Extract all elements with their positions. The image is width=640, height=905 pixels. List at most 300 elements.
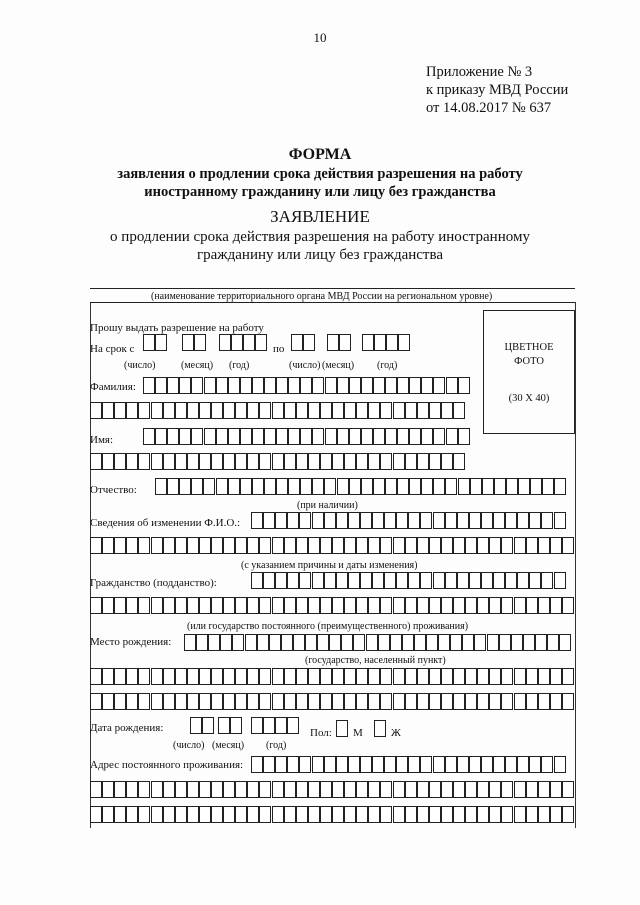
input-cell[interactable] — [417, 781, 429, 798]
input-cell[interactable] — [102, 693, 114, 710]
input-cell[interactable] — [393, 693, 405, 710]
input-cell[interactable] — [216, 428, 228, 445]
input-cell[interactable] — [433, 572, 445, 589]
input-cell[interactable] — [151, 537, 163, 554]
input-cell[interactable] — [332, 693, 344, 710]
input-cell[interactable] — [489, 597, 501, 614]
input-cell[interactable] — [308, 537, 320, 554]
input-cell[interactable] — [179, 478, 191, 495]
input-cell[interactable] — [308, 668, 320, 685]
input-cell[interactable] — [529, 756, 541, 773]
input-cell[interactable] — [384, 572, 396, 589]
input-cell[interactable] — [477, 781, 489, 798]
input-cell[interactable] — [303, 334, 315, 351]
input-cell[interactable] — [151, 693, 163, 710]
input-cell[interactable] — [393, 537, 405, 554]
input-cell[interactable] — [356, 806, 368, 823]
input-cell[interactable] — [308, 402, 320, 419]
input-cell[interactable] — [126, 668, 138, 685]
input-cell[interactable] — [151, 781, 163, 798]
input-cell[interactable] — [320, 668, 332, 685]
input-cell[interactable] — [396, 756, 408, 773]
input-cell[interactable] — [550, 781, 562, 798]
input-cell[interactable] — [259, 693, 271, 710]
input-cell[interactable] — [393, 806, 405, 823]
input-cell[interactable] — [420, 572, 432, 589]
input-cell[interactable] — [501, 597, 513, 614]
input-cell[interactable] — [90, 453, 102, 470]
input-cell[interactable] — [194, 334, 206, 351]
input-cell[interactable] — [223, 781, 235, 798]
input-cell[interactable] — [453, 537, 465, 554]
input-cell[interactable] — [348, 572, 360, 589]
input-cell[interactable] — [438, 634, 450, 651]
input-cell[interactable] — [287, 717, 299, 734]
input-cell[interactable] — [284, 597, 296, 614]
input-cell[interactable] — [414, 634, 426, 651]
input-cell[interactable] — [482, 478, 494, 495]
input-cell[interactable] — [216, 478, 228, 495]
input-cell[interactable] — [344, 402, 356, 419]
input-cell[interactable] — [446, 377, 458, 394]
input-cell[interactable] — [235, 781, 247, 798]
input-cell[interactable] — [506, 478, 518, 495]
input-cell[interactable] — [429, 537, 441, 554]
input-cell[interactable] — [481, 756, 493, 773]
input-cell[interactable] — [344, 781, 356, 798]
input-cell[interactable] — [235, 597, 247, 614]
input-cell[interactable] — [208, 634, 220, 651]
input-cell[interactable] — [554, 572, 566, 589]
input-cell[interactable] — [203, 478, 215, 495]
input-cell[interactable] — [481, 572, 493, 589]
input-cell[interactable] — [138, 806, 150, 823]
input-cell[interactable] — [284, 537, 296, 554]
input-cell[interactable] — [299, 756, 311, 773]
input-cell[interactable] — [433, 512, 445, 529]
input-cell[interactable] — [458, 377, 470, 394]
input-cell[interactable] — [204, 377, 216, 394]
input-cell[interactable] — [251, 572, 263, 589]
input-cell[interactable] — [305, 634, 317, 651]
input-cell[interactable] — [360, 572, 372, 589]
input-cell[interactable] — [380, 453, 392, 470]
input-cell[interactable] — [409, 377, 421, 394]
input-cell[interactable] — [465, 693, 477, 710]
input-cell[interactable] — [102, 537, 114, 554]
input-cell[interactable] — [368, 453, 380, 470]
input-cell[interactable] — [211, 693, 223, 710]
input-cell[interactable] — [348, 512, 360, 529]
input-cell[interactable] — [308, 453, 320, 470]
input-cell[interactable] — [511, 634, 523, 651]
input-cell[interactable] — [441, 453, 453, 470]
input-cell[interactable] — [320, 537, 332, 554]
input-cell[interactable] — [308, 597, 320, 614]
input-cell[interactable] — [538, 597, 550, 614]
input-cell[interactable] — [287, 756, 299, 773]
input-cell[interactable] — [429, 402, 441, 419]
input-cell[interactable] — [361, 377, 373, 394]
input-cell[interactable] — [102, 806, 114, 823]
input-cell[interactable] — [199, 453, 211, 470]
input-cell[interactable] — [421, 478, 433, 495]
input-cell[interactable] — [348, 756, 360, 773]
input-cell[interactable] — [272, 806, 284, 823]
input-cell[interactable] — [441, 402, 453, 419]
input-cell[interactable] — [320, 806, 332, 823]
input-cell[interactable] — [327, 334, 339, 351]
input-cell[interactable] — [223, 693, 235, 710]
input-cell[interactable] — [505, 756, 517, 773]
input-cell[interactable] — [501, 537, 513, 554]
input-cell[interactable] — [396, 512, 408, 529]
input-cell[interactable] — [390, 634, 402, 651]
input-cell[interactable] — [526, 597, 538, 614]
input-cell[interactable] — [489, 693, 501, 710]
input-cell[interactable] — [114, 781, 126, 798]
input-cell[interactable] — [288, 377, 300, 394]
input-cell[interactable] — [393, 597, 405, 614]
input-cell[interactable] — [550, 693, 562, 710]
input-cell[interactable] — [356, 693, 368, 710]
input-cell[interactable] — [114, 668, 126, 685]
input-cell[interactable] — [259, 402, 271, 419]
input-cell[interactable] — [312, 756, 324, 773]
input-cell[interactable] — [247, 537, 259, 554]
input-cell[interactable] — [291, 334, 303, 351]
input-cell[interactable] — [453, 693, 465, 710]
input-cell[interactable] — [514, 806, 526, 823]
input-cell[interactable] — [211, 453, 223, 470]
input-cell[interactable] — [247, 806, 259, 823]
input-cell[interactable] — [126, 453, 138, 470]
input-cell[interactable] — [288, 478, 300, 495]
input-cell[interactable] — [296, 806, 308, 823]
input-cell[interactable] — [405, 597, 417, 614]
input-cell[interactable] — [535, 634, 547, 651]
input-cell[interactable] — [429, 781, 441, 798]
input-cell[interactable] — [477, 806, 489, 823]
input-cell[interactable] — [175, 597, 187, 614]
input-cell[interactable] — [243, 334, 255, 351]
input-cell[interactable] — [219, 334, 231, 351]
input-cell[interactable] — [175, 781, 187, 798]
input-cell[interactable] — [526, 781, 538, 798]
input-cell[interactable] — [187, 693, 199, 710]
input-cell[interactable] — [458, 478, 470, 495]
input-cell[interactable] — [393, 402, 405, 419]
input-cell[interactable] — [211, 781, 223, 798]
input-cell[interactable] — [426, 634, 438, 651]
input-cell[interactable] — [211, 668, 223, 685]
input-cell[interactable] — [344, 693, 356, 710]
input-cell[interactable] — [252, 377, 264, 394]
input-cell[interactable] — [380, 806, 392, 823]
input-cell[interactable] — [187, 537, 199, 554]
input-cell[interactable] — [199, 597, 211, 614]
input-cell[interactable] — [493, 572, 505, 589]
input-cell[interactable] — [380, 597, 392, 614]
input-cell[interactable] — [223, 537, 235, 554]
input-cell[interactable] — [263, 572, 275, 589]
input-cell[interactable] — [247, 402, 259, 419]
input-cell[interactable] — [252, 428, 264, 445]
input-cell[interactable] — [247, 453, 259, 470]
input-cell[interactable] — [296, 597, 308, 614]
input-cell[interactable] — [272, 781, 284, 798]
input-cell[interactable] — [385, 428, 397, 445]
input-cell[interactable] — [417, 693, 429, 710]
input-cell[interactable] — [441, 668, 453, 685]
input-cell[interactable] — [469, 572, 481, 589]
input-cell[interactable] — [312, 428, 324, 445]
input-cell[interactable] — [235, 402, 247, 419]
input-cell[interactable] — [264, 428, 276, 445]
input-cell[interactable] — [182, 334, 194, 351]
input-cell[interactable] — [453, 597, 465, 614]
input-cell[interactable] — [296, 668, 308, 685]
input-cell[interactable] — [362, 334, 374, 351]
input-cell[interactable] — [191, 478, 203, 495]
input-cell[interactable] — [126, 402, 138, 419]
input-cell[interactable] — [336, 720, 348, 737]
input-cell[interactable] — [514, 537, 526, 554]
input-cell[interactable] — [477, 693, 489, 710]
input-cell[interactable] — [332, 537, 344, 554]
input-cell[interactable] — [380, 693, 392, 710]
input-cell[interactable] — [429, 597, 441, 614]
input-cell[interactable] — [469, 756, 481, 773]
input-cell[interactable] — [230, 717, 242, 734]
input-cell[interactable] — [344, 537, 356, 554]
input-cell[interactable] — [114, 402, 126, 419]
input-cell[interactable] — [320, 453, 332, 470]
input-cell[interactable] — [465, 668, 477, 685]
input-cell[interactable] — [337, 478, 349, 495]
input-cell[interactable] — [114, 453, 126, 470]
input-cell[interactable] — [445, 478, 457, 495]
input-cell[interactable] — [538, 537, 550, 554]
input-cell[interactable] — [163, 597, 175, 614]
input-cell[interactable] — [477, 537, 489, 554]
input-cell[interactable] — [409, 478, 421, 495]
input-cell[interactable] — [151, 668, 163, 685]
input-cell[interactable] — [126, 597, 138, 614]
input-cell[interactable] — [550, 537, 562, 554]
input-cell[interactable] — [332, 806, 344, 823]
input-cell[interactable] — [325, 377, 337, 394]
input-cell[interactable] — [151, 402, 163, 419]
input-cell[interactable] — [360, 512, 372, 529]
input-cell[interactable] — [324, 512, 336, 529]
input-cell[interactable] — [360, 756, 372, 773]
input-cell[interactable] — [499, 634, 511, 651]
input-cell[interactable] — [167, 428, 179, 445]
input-cell[interactable] — [453, 806, 465, 823]
input-cell[interactable] — [281, 634, 293, 651]
input-cell[interactable] — [264, 478, 276, 495]
input-cell[interactable] — [240, 428, 252, 445]
input-cell[interactable] — [199, 668, 211, 685]
input-cell[interactable] — [356, 781, 368, 798]
input-cell[interactable] — [349, 428, 361, 445]
input-cell[interactable] — [562, 597, 574, 614]
input-cell[interactable] — [562, 781, 574, 798]
input-cell[interactable] — [114, 693, 126, 710]
input-cell[interactable] — [441, 781, 453, 798]
input-cell[interactable] — [529, 512, 541, 529]
input-cell[interactable] — [187, 402, 199, 419]
input-cell[interactable] — [329, 634, 341, 651]
input-cell[interactable] — [259, 537, 271, 554]
input-cell[interactable] — [433, 478, 445, 495]
input-cell[interactable] — [163, 537, 175, 554]
input-cell[interactable] — [353, 634, 365, 651]
input-cell[interactable] — [300, 428, 312, 445]
input-cell[interactable] — [417, 668, 429, 685]
input-cell[interactable] — [247, 781, 259, 798]
input-cell[interactable] — [247, 597, 259, 614]
input-cell[interactable] — [487, 634, 499, 651]
input-cell[interactable] — [489, 537, 501, 554]
input-cell[interactable] — [517, 756, 529, 773]
input-cell[interactable] — [547, 634, 559, 651]
input-cell[interactable] — [167, 377, 179, 394]
input-cell[interactable] — [235, 806, 247, 823]
input-cell[interactable] — [372, 756, 384, 773]
input-cell[interactable] — [368, 693, 380, 710]
input-cell[interactable] — [247, 693, 259, 710]
input-cell[interactable] — [445, 512, 457, 529]
input-cell[interactable] — [211, 597, 223, 614]
input-cell[interactable] — [417, 597, 429, 614]
input-cell[interactable] — [493, 512, 505, 529]
input-cell[interactable] — [138, 668, 150, 685]
input-cell[interactable] — [405, 668, 417, 685]
input-cell[interactable] — [255, 334, 267, 351]
input-cell[interactable] — [517, 572, 529, 589]
input-cell[interactable] — [408, 756, 420, 773]
input-cell[interactable] — [374, 720, 386, 737]
input-cell[interactable] — [216, 377, 228, 394]
input-cell[interactable] — [538, 668, 550, 685]
input-cell[interactable] — [288, 428, 300, 445]
input-cell[interactable] — [252, 478, 264, 495]
input-cell[interactable] — [514, 693, 526, 710]
input-cell[interactable] — [211, 806, 223, 823]
input-cell[interactable] — [453, 668, 465, 685]
input-cell[interactable] — [523, 634, 535, 651]
input-cell[interactable] — [163, 668, 175, 685]
input-cell[interactable] — [421, 428, 433, 445]
input-cell[interactable] — [465, 806, 477, 823]
input-cell[interactable] — [433, 377, 445, 394]
input-cell[interactable] — [332, 453, 344, 470]
input-cell[interactable] — [493, 756, 505, 773]
input-cell[interactable] — [251, 756, 263, 773]
input-cell[interactable] — [272, 453, 284, 470]
input-cell[interactable] — [368, 806, 380, 823]
input-cell[interactable] — [175, 806, 187, 823]
input-cell[interactable] — [489, 668, 501, 685]
input-cell[interactable] — [114, 597, 126, 614]
input-cell[interactable] — [393, 668, 405, 685]
input-cell[interactable] — [187, 806, 199, 823]
input-cell[interactable] — [320, 693, 332, 710]
input-cell[interactable] — [384, 756, 396, 773]
input-cell[interactable] — [344, 453, 356, 470]
input-cell[interactable] — [138, 537, 150, 554]
input-cell[interactable] — [373, 377, 385, 394]
input-cell[interactable] — [562, 537, 574, 554]
input-cell[interactable] — [336, 512, 348, 529]
input-cell[interactable] — [269, 634, 281, 651]
input-cell[interactable] — [368, 402, 380, 419]
input-cell[interactable] — [332, 668, 344, 685]
input-cell[interactable] — [408, 512, 420, 529]
input-cell[interactable] — [312, 377, 324, 394]
input-cell[interactable] — [501, 781, 513, 798]
input-cell[interactable] — [397, 377, 409, 394]
input-cell[interactable] — [538, 693, 550, 710]
input-cell[interactable] — [470, 478, 482, 495]
input-cell[interactable] — [296, 693, 308, 710]
input-cell[interactable] — [276, 428, 288, 445]
input-cell[interactable] — [275, 717, 287, 734]
input-cell[interactable] — [457, 572, 469, 589]
input-cell[interactable] — [155, 377, 167, 394]
input-cell[interactable] — [240, 377, 252, 394]
input-cell[interactable] — [240, 478, 252, 495]
input-cell[interactable] — [361, 428, 373, 445]
input-cell[interactable] — [332, 597, 344, 614]
input-cell[interactable] — [114, 806, 126, 823]
input-cell[interactable] — [332, 781, 344, 798]
input-cell[interactable] — [417, 402, 429, 419]
input-cell[interactable] — [380, 668, 392, 685]
input-cell[interactable] — [530, 478, 542, 495]
input-cell[interactable] — [550, 668, 562, 685]
input-cell[interactable] — [405, 781, 417, 798]
input-cell[interactable] — [514, 781, 526, 798]
input-cell[interactable] — [429, 668, 441, 685]
input-cell[interactable] — [356, 453, 368, 470]
input-cell[interactable] — [187, 453, 199, 470]
input-cell[interactable] — [446, 428, 458, 445]
input-cell[interactable] — [175, 537, 187, 554]
input-cell[interactable] — [235, 537, 247, 554]
input-cell[interactable] — [542, 478, 554, 495]
input-cell[interactable] — [458, 428, 470, 445]
input-cell[interactable] — [337, 428, 349, 445]
input-cell[interactable] — [263, 717, 275, 734]
input-cell[interactable] — [220, 634, 232, 651]
input-cell[interactable] — [562, 668, 574, 685]
input-cell[interactable] — [562, 806, 574, 823]
input-cell[interactable] — [529, 572, 541, 589]
input-cell[interactable] — [541, 572, 553, 589]
input-cell[interactable] — [441, 806, 453, 823]
input-cell[interactable] — [191, 428, 203, 445]
input-cell[interactable] — [284, 693, 296, 710]
input-cell[interactable] — [102, 402, 114, 419]
input-cell[interactable] — [163, 453, 175, 470]
input-cell[interactable] — [199, 806, 211, 823]
input-cell[interactable] — [465, 537, 477, 554]
input-cell[interactable] — [235, 693, 247, 710]
input-cell[interactable] — [272, 668, 284, 685]
